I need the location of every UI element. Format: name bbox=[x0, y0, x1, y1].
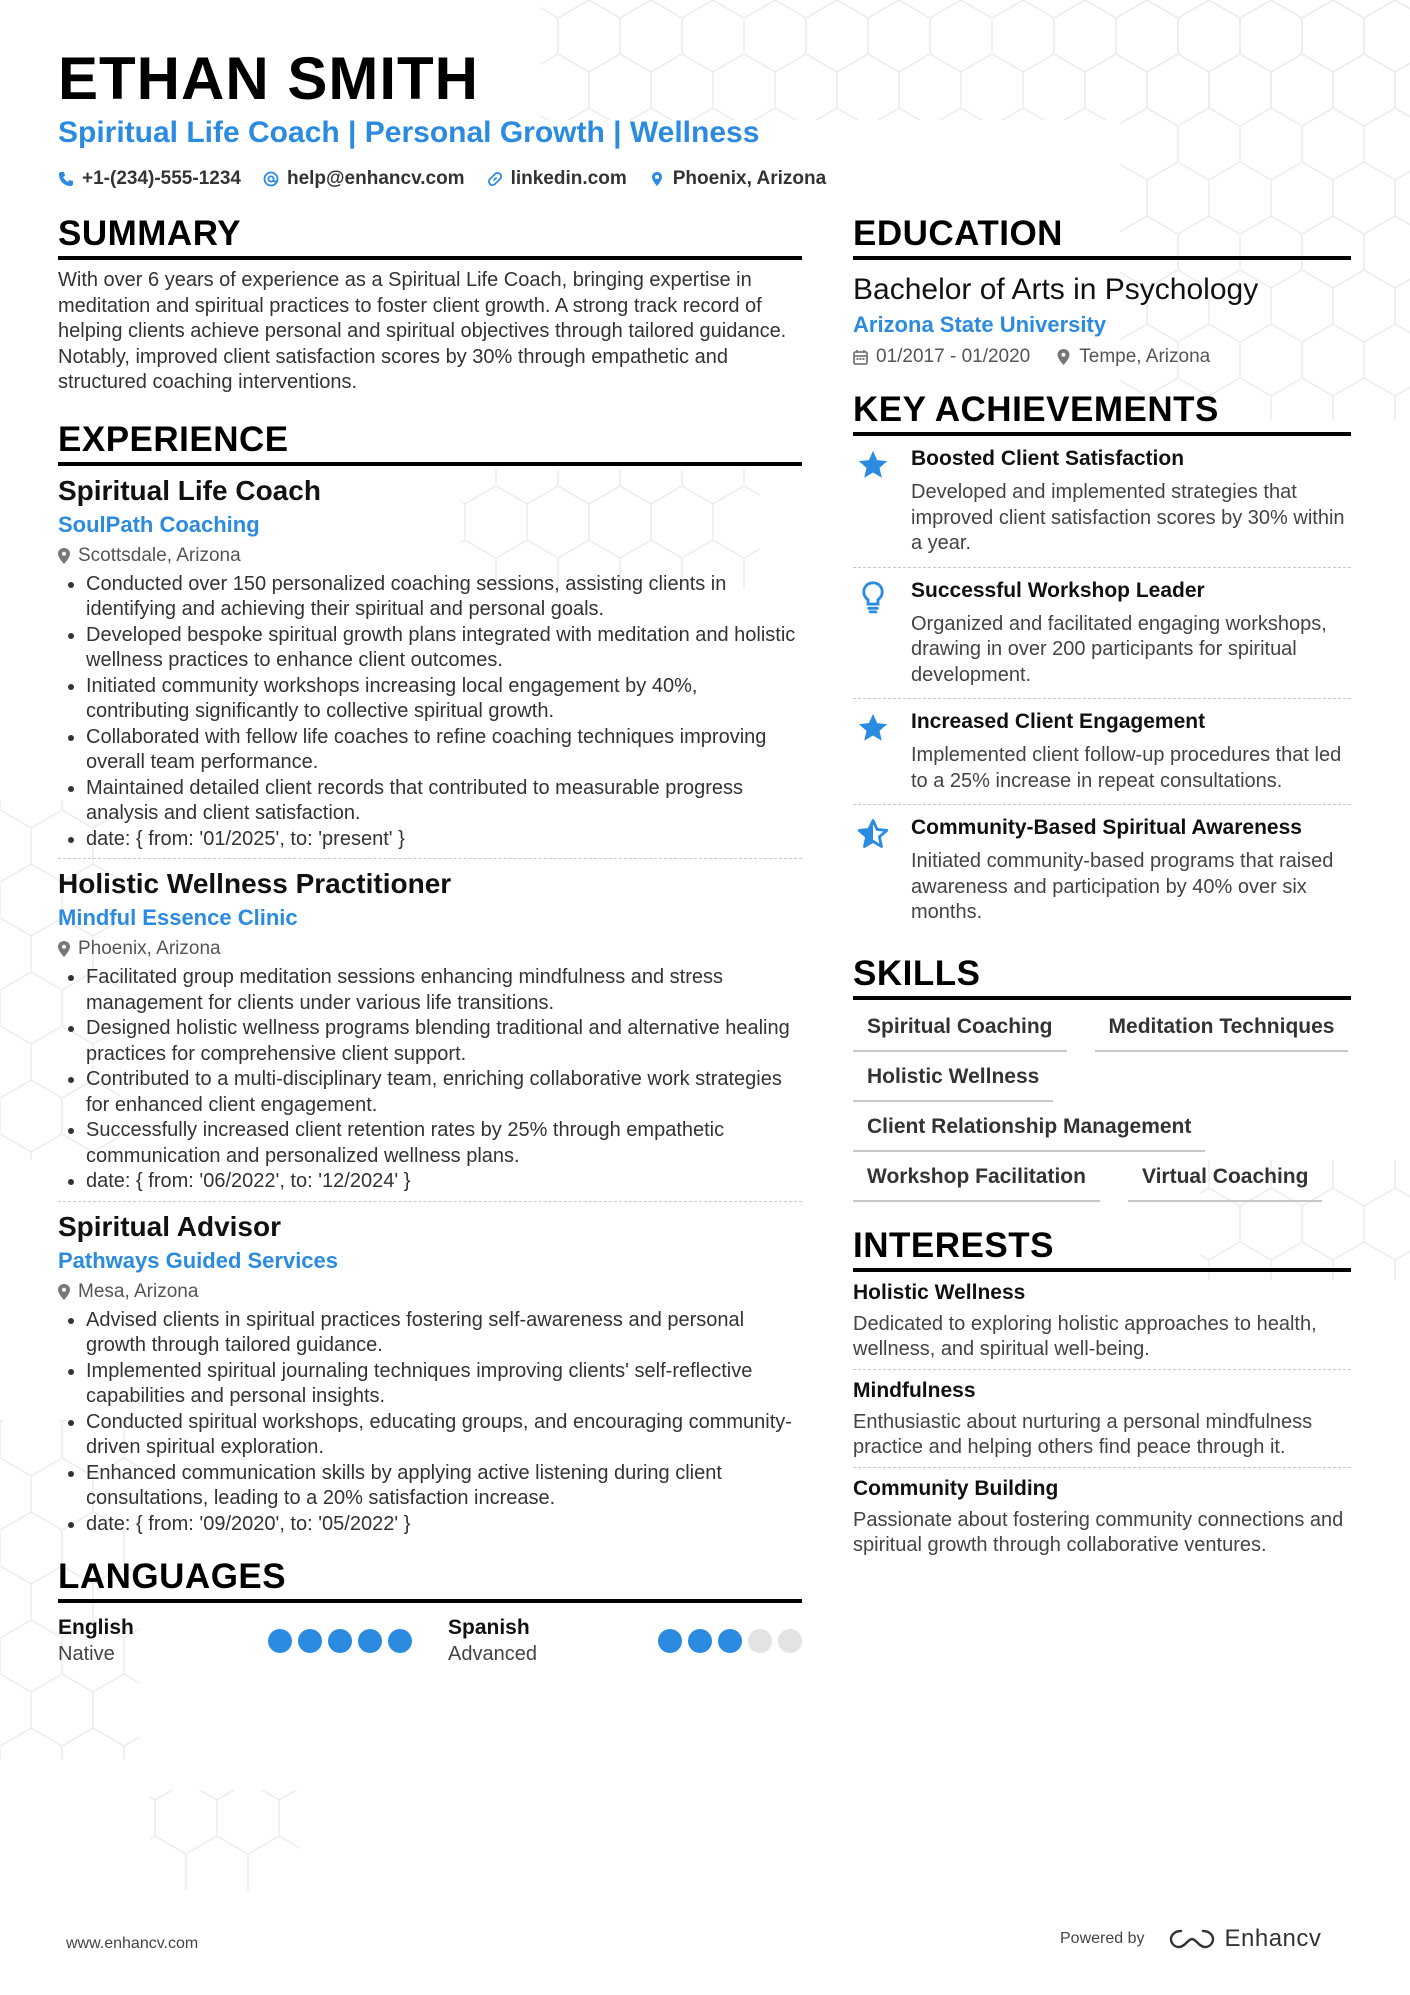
job-bullet: • Advised clients in spiritual practices fostering self-awareness and personal growth through tailored guidance. bbox=[86, 1308, 802, 1359]
education-dates bbox=[853, 346, 1030, 368]
contact-location bbox=[649, 168, 826, 190]
skill-tag: Client Relationship Management bbox=[853, 1114, 1205, 1152]
job-company: SoulPath Coaching bbox=[58, 511, 260, 537]
education-school: Arizona State University bbox=[853, 312, 1107, 337]
rating-dot-filled bbox=[688, 1629, 712, 1653]
languages-heading: LANGUAGES bbox=[58, 1557, 802, 1603]
job-title: Spiritual Advisor bbox=[58, 1210, 282, 1242]
lightbulb-icon bbox=[856, 580, 890, 614]
achievement-description: Initiated community-based programs that raised awareness and participation by 40% over six months. bbox=[911, 850, 1334, 923]
achievement-body bbox=[911, 709, 1351, 794]
job-company: Mindful Essence Clinic bbox=[58, 905, 298, 930]
achievement-icon-wrap bbox=[853, 815, 893, 926]
job-bullet: • Maintained detailed client records that contributed to measurable progress analysis and client satisfaction. bbox=[86, 776, 802, 827]
languages-list bbox=[58, 1615, 802, 1667]
summary-section bbox=[58, 214, 802, 396]
achievement-icon-wrap bbox=[853, 709, 893, 794]
link-icon bbox=[487, 171, 503, 187]
rating-dot-filled bbox=[388, 1629, 412, 1653]
experience-heading: EXPERIENCE bbox=[58, 420, 802, 466]
contact-location-text: Phoenix, Arizona bbox=[672, 168, 827, 189]
star-icon bbox=[856, 711, 890, 745]
job-bullet: • Collaborated with fellow life coaches to refine coaching techniques improving overall team performance. bbox=[86, 725, 802, 776]
star-icon bbox=[856, 448, 890, 482]
contact-linkedin[interactable] bbox=[487, 168, 627, 190]
location-pin-icon bbox=[58, 1284, 70, 1300]
job-bullet: • date: { from: '06/2022', to: '12/2024' } bbox=[86, 1169, 802, 1195]
education-location bbox=[1056, 346, 1210, 368]
interest-item bbox=[853, 1272, 1351, 1370]
job-bullet: • date: { from: '01/2025', to: 'present' } bbox=[86, 827, 802, 853]
job-company: Pathways Guided Services bbox=[58, 1247, 339, 1273]
left-column bbox=[58, 214, 802, 1667]
rating-dot-filled bbox=[298, 1629, 322, 1653]
achievement-icon-wrap bbox=[853, 578, 893, 689]
powered-by-label: Powered by bbox=[1060, 1930, 1145, 1947]
calendar-icon bbox=[853, 349, 868, 365]
right-column bbox=[853, 214, 1351, 1565]
contact-linkedin-text: linkedin.com bbox=[510, 168, 627, 189]
job-location bbox=[58, 544, 802, 568]
achievement-item bbox=[853, 699, 1351, 805]
contact-email-text: help@enhancv.com bbox=[286, 168, 465, 189]
job-bullet: • Successfully increased client retention rates by 25% through empathetic communication and personalized wellness plans. bbox=[86, 1118, 802, 1169]
interests-section bbox=[853, 1226, 1351, 1565]
job-bullet: • Implemented spiritual journaling techniques improving clients' self-reflective capabilities and personal insights. bbox=[86, 1359, 802, 1410]
job-location-text: Mesa, Arizona bbox=[78, 1280, 199, 1302]
interest-description: Passionate about fostering community connections and spiritual growth through collaborative ventures. bbox=[853, 1508, 1344, 1556]
education-degree: Bachelor of Arts in Psychology bbox=[853, 273, 1259, 306]
skills-heading: SKILLS bbox=[853, 954, 1351, 1000]
interest-title: Community Building bbox=[853, 1476, 1059, 1500]
languages-section bbox=[58, 1557, 802, 1667]
contact-bar bbox=[58, 168, 826, 190]
job-bullet: • Contributed to a multi-disciplinary team, enriching collaborative work strategies for enhanced client engagement. bbox=[86, 1067, 802, 1118]
achievement-title: Community-Based Spiritual Awareness bbox=[911, 816, 1302, 839]
enhancv-logo[interactable] bbox=[1169, 1925, 1322, 1953]
language-name: English bbox=[58, 1616, 134, 1639]
skills-list bbox=[853, 1014, 1351, 1202]
job-bullets bbox=[58, 965, 802, 1195]
education-location-text: Tempe, Arizona bbox=[1079, 346, 1211, 367]
achievement-description: Developed and implemented strategies that improved client satisfaction scores by 30% within a year. bbox=[911, 481, 1345, 554]
language-item bbox=[448, 1615, 802, 1667]
language-item bbox=[58, 1615, 412, 1667]
interest-title: Mindfulness bbox=[853, 1378, 976, 1402]
summary-text: With over 6 years of experience as a Spiritual Life Coach, bringing expertise in meditation and spiritual practices to foster client growth. A strong track record of helping clients achieve personal and spiritual objectives through tailored guidance. Notably, improved client satisfaction scores by 30% through empathetic and structured coaching interventions. bbox=[58, 269, 787, 393]
language-text bbox=[58, 1615, 134, 1667]
achievement-body bbox=[911, 815, 1351, 926]
education-section bbox=[853, 214, 1351, 368]
job-bullet: • Designed holistic wellness programs blending traditional and alternative healing practices for comprehensive client support. bbox=[86, 1016, 802, 1067]
rating-dot-empty bbox=[778, 1629, 802, 1653]
at-sign-icon bbox=[263, 171, 279, 187]
job-bullet: • Initiated community workshops increasing local engagement by 40%, contributing significantly to collective spiritual growth. bbox=[86, 674, 802, 725]
achievement-title: Successful Workshop Leader bbox=[911, 578, 1205, 602]
achievement-description: Organized and facilitated engaging workshops, drawing in over 200 participants for spiritual development. bbox=[911, 612, 1327, 686]
location-pin-icon bbox=[58, 941, 70, 957]
job-bullet: • Enhanced communication skills by applying active listening during client consultations, leading to a 20% satisfaction increase. bbox=[86, 1461, 802, 1512]
job-bullet: • Developed bespoke spiritual growth plans integrated with meditation and holistic wellness practices to enhance client outcomes. bbox=[86, 623, 802, 674]
achievement-description: Implemented client follow-up procedures that led to a 25% increase in repeat consultations. bbox=[911, 744, 1342, 792]
skill-tag: Holistic Wellness bbox=[853, 1064, 1053, 1102]
achievements-section bbox=[853, 390, 1351, 936]
rating-dot-filled bbox=[658, 1629, 682, 1653]
rating-dot-filled bbox=[358, 1629, 382, 1653]
skill-tag: Spiritual Coaching bbox=[853, 1014, 1067, 1052]
education-meta bbox=[853, 346, 1351, 368]
interest-description: Enthusiastic about nurturing a personal mindfulness practice and helping others find peace through it. bbox=[853, 1410, 1313, 1458]
job-title: Holistic Wellness Practitioner bbox=[58, 868, 452, 899]
job-bullets bbox=[58, 572, 802, 853]
job-bullets bbox=[58, 1308, 802, 1538]
candidate-name: ETHAN SMITH bbox=[58, 45, 479, 112]
rating-dot-filled bbox=[718, 1629, 742, 1653]
footer-website[interactable]: www.enhancv.com bbox=[66, 1935, 199, 1952]
interest-title: Holistic Wellness bbox=[853, 1280, 1026, 1304]
rating-dot-empty bbox=[748, 1629, 772, 1653]
job-entry bbox=[58, 466, 802, 860]
achievement-item bbox=[853, 805, 1351, 936]
achievement-title: Increased Client Engagement bbox=[911, 710, 1206, 733]
skill-tag: Meditation Techniques bbox=[1095, 1014, 1349, 1052]
skill-tag: Virtual Coaching bbox=[1128, 1164, 1322, 1202]
footer-branding bbox=[1060, 1925, 1321, 1953]
job-title: Spiritual Life Coach bbox=[58, 474, 321, 506]
job-entry bbox=[58, 859, 802, 1202]
job-location-text: Phoenix, Arizona bbox=[78, 938, 221, 959]
interest-item bbox=[853, 1370, 1351, 1468]
summary-heading: SUMMARY bbox=[58, 214, 802, 260]
candidate-tagline: Spiritual Life Coach | Personal Growth | Wellness bbox=[58, 116, 760, 149]
rating-dot-filled bbox=[268, 1629, 292, 1653]
interests-heading: INTERESTS bbox=[853, 1226, 1351, 1272]
contact-email[interactable] bbox=[263, 168, 465, 190]
language-name: Spanish bbox=[448, 1616, 530, 1639]
job-location bbox=[58, 937, 802, 961]
job-bullet: • Conducted spiritual workshops, educating groups, and encouraging community-driven spiritual exploration. bbox=[86, 1410, 802, 1461]
job-bullet: • Facilitated group meditation sessions enhancing mindfulness and stress management for clients under various life transitions. bbox=[86, 965, 802, 1016]
achievements-heading: KEY ACHIEVEMENTS bbox=[853, 390, 1351, 436]
interest-item bbox=[853, 1468, 1351, 1565]
star-outline-icon bbox=[856, 817, 890, 851]
enhancv-logo-icon bbox=[1169, 1927, 1215, 1951]
rating-dot-filled bbox=[328, 1629, 352, 1653]
achievement-item bbox=[853, 568, 1351, 700]
achievement-title: Boosted Client Satisfaction bbox=[911, 447, 1185, 470]
language-text bbox=[448, 1615, 537, 1667]
location-pin-icon bbox=[1056, 349, 1071, 365]
job-location bbox=[58, 1280, 802, 1304]
education-heading: EDUCATION bbox=[853, 214, 1351, 260]
skills-section bbox=[853, 954, 1351, 1202]
experience-section bbox=[58, 420, 802, 1544]
skill-tag: Workshop Facilitation bbox=[853, 1164, 1100, 1202]
job-bullet: • date: { from: '09/2020', to: '05/2022' } bbox=[86, 1512, 802, 1538]
language-level: Advanced bbox=[448, 1643, 537, 1665]
contact-phone[interactable] bbox=[58, 168, 241, 190]
language-level: Native bbox=[58, 1643, 115, 1665]
achievement-icon-wrap bbox=[853, 446, 893, 557]
language-rating bbox=[268, 1629, 412, 1653]
language-rating bbox=[658, 1629, 802, 1653]
education-dates-text: 01/2017 - 01/2020 bbox=[876, 346, 1031, 367]
achievement-body bbox=[911, 446, 1351, 557]
location-pin-icon bbox=[58, 548, 70, 564]
interest-description: Dedicated to exploring holistic approaches to health, wellness, and spiritual well-being. bbox=[853, 1312, 1317, 1360]
phone-icon bbox=[58, 171, 74, 187]
location-pin-icon bbox=[649, 171, 665, 187]
job-entry bbox=[58, 1202, 802, 1544]
job-bullet: • Conducted over 150 personalized coaching sessions, assisting clients in identifying and achieving their spiritual and personal goals. bbox=[86, 572, 802, 623]
brand-name: Enhancv bbox=[1224, 1925, 1322, 1952]
achievement-body bbox=[911, 578, 1351, 689]
achievement-item bbox=[853, 436, 1351, 568]
job-location-text: Scottsdale, Arizona bbox=[78, 544, 241, 566]
contact-phone-text: +1-(234)-555-1234 bbox=[82, 168, 241, 189]
